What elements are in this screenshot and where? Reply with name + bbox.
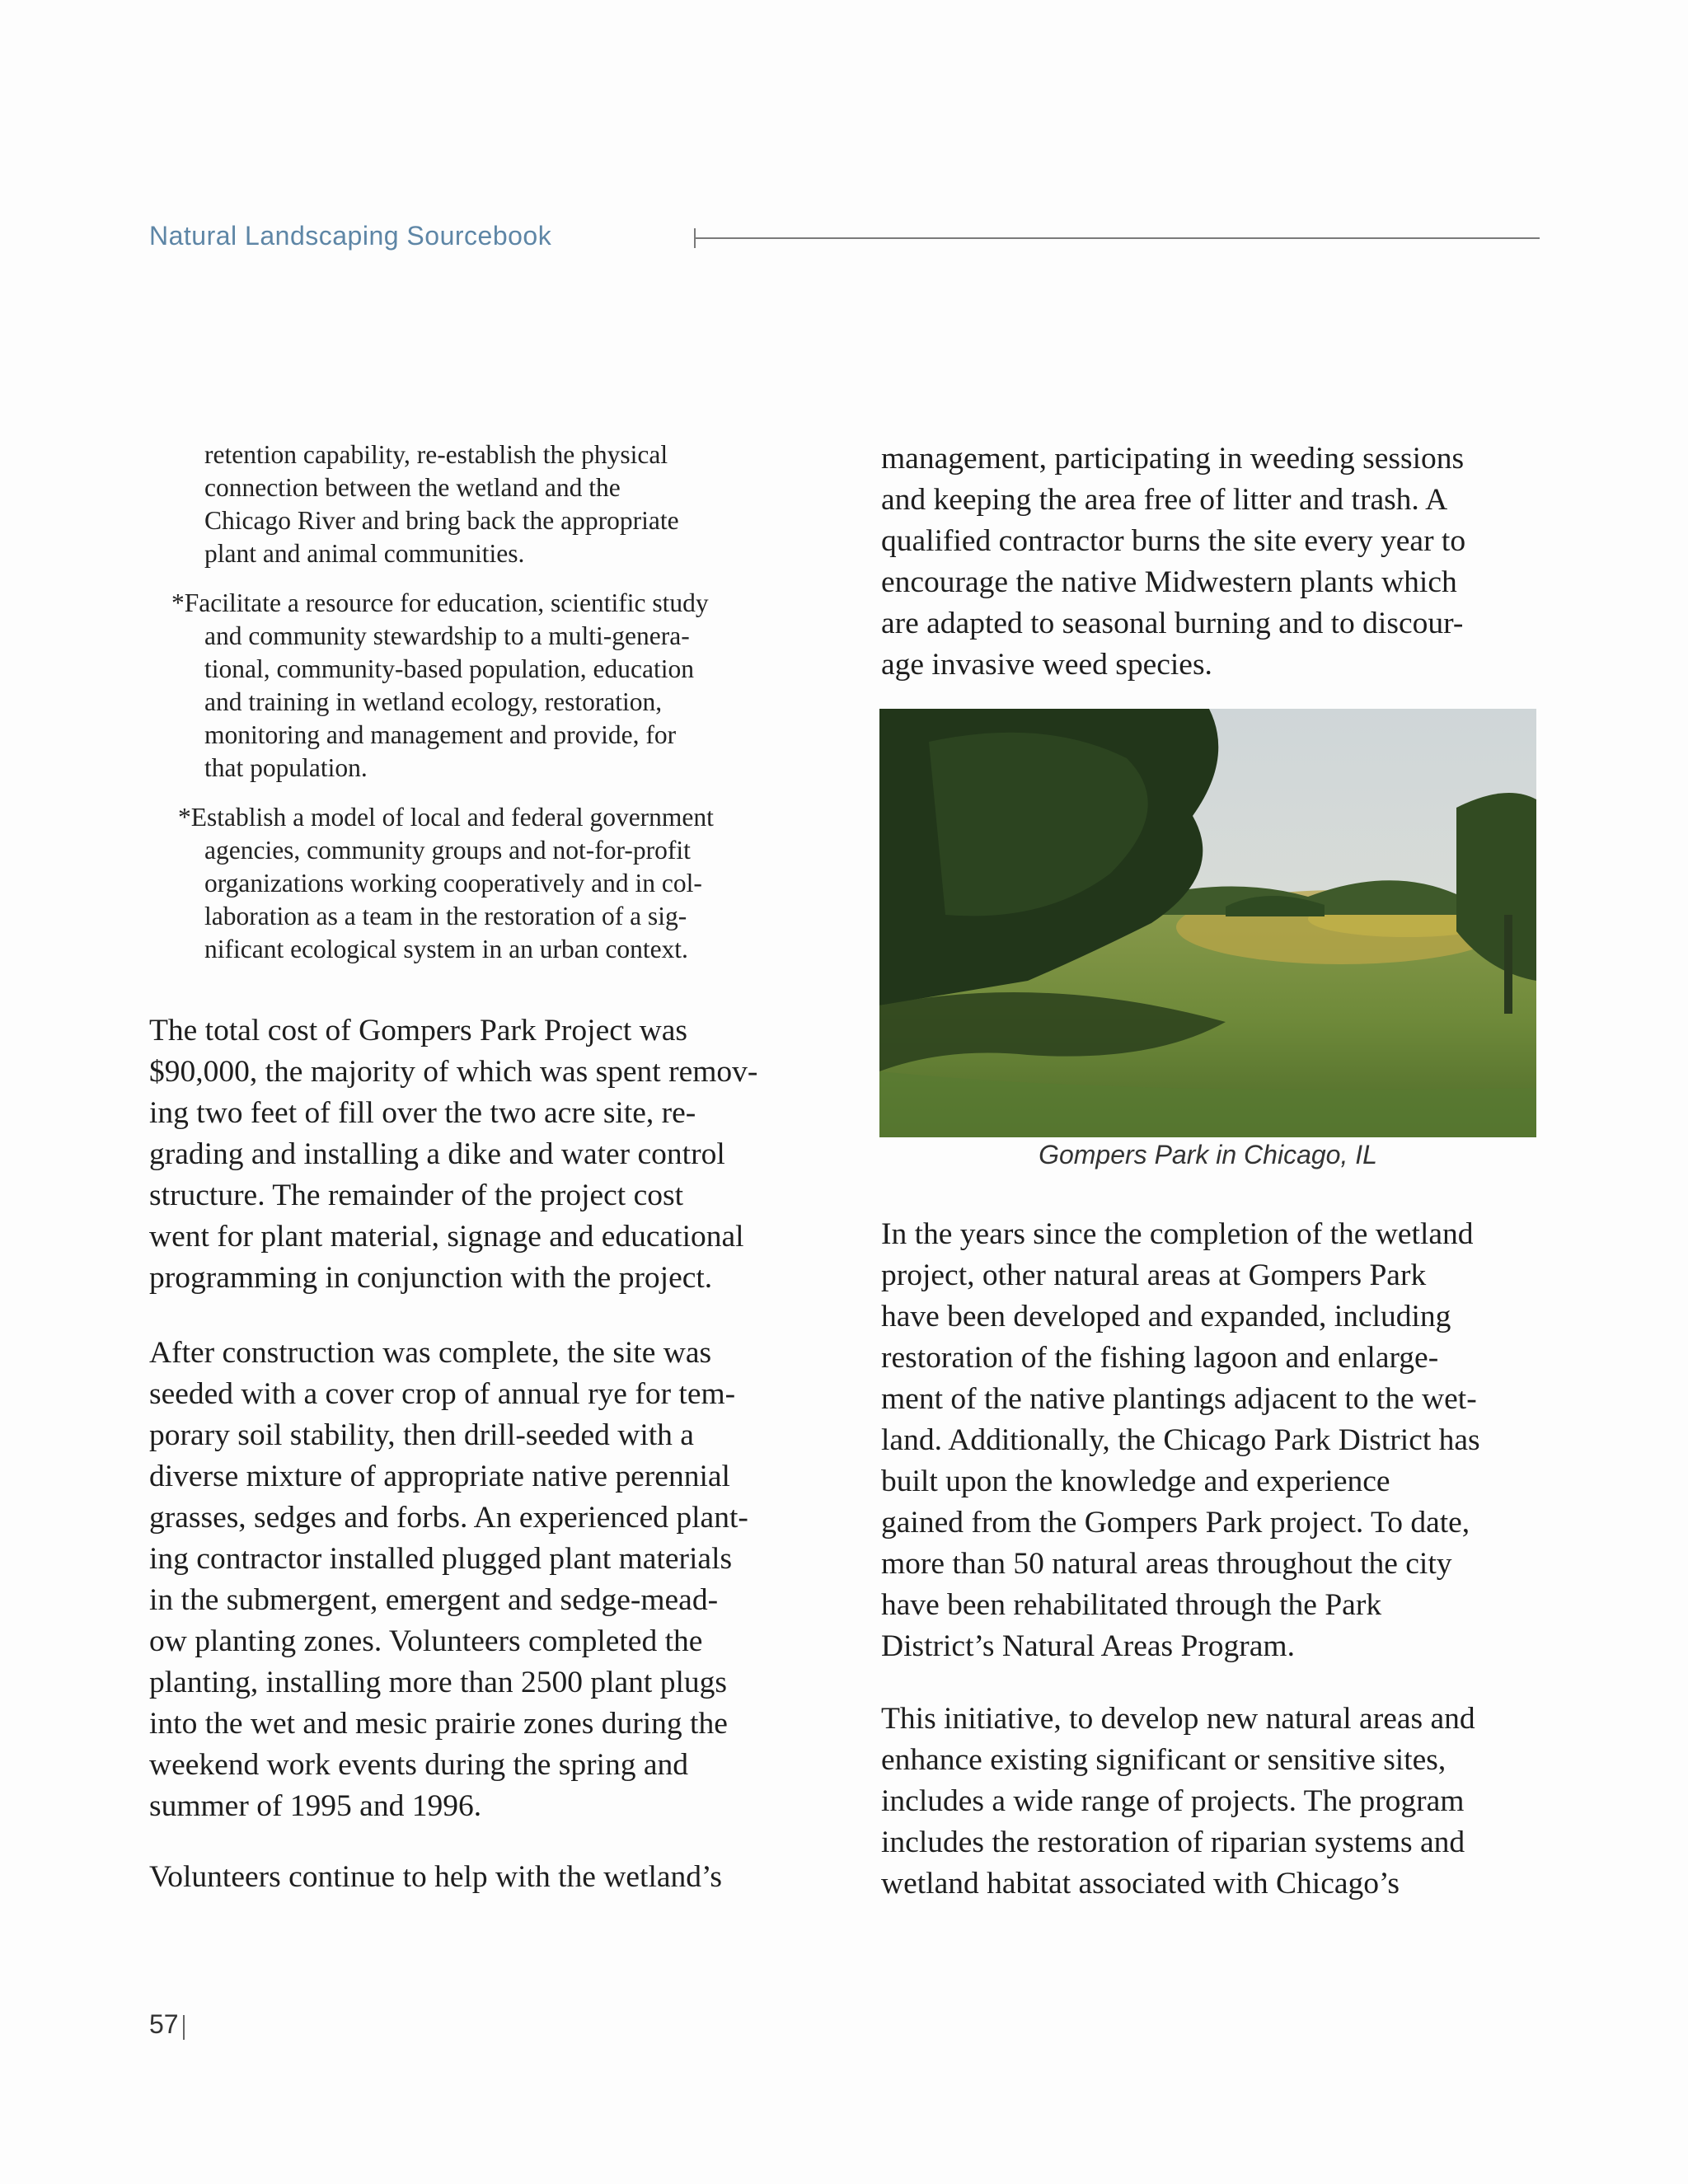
paragraph-years-since: In the years since the completion of the wetland project, other natural areas at Gompers Park have been developed and expanded, including restoration of the fishing lagoon and enlarge- ment of the native plantings adjacent to the wet- land. Additionally, the Chicago Park District has built upon the knowledge and experience gained from the Gompers Park project. To date, more than 50 natural areas throughout the city have been rehabilitated through the Park District’s Natural Areas Program. — [881, 1217, 1480, 1663]
goal-bullet-1: retention capability, re-establish the physical connection between the wetland and the Chicago River and bring back the appropriate plant and animal communities. — [204, 440, 679, 568]
paragraph-project-cost: The total cost of Gompers Park Project was $90,000, the majority of which was spent remov- ing two feet of fill over the two acre site, re- grading and installing a dike and water control structure. The remainder of the project cost went for plant material, signage and educational programming in conjunction with the project. — [149, 1014, 758, 1295]
park-landscape-image — [879, 709, 1536, 1137]
photo-caption: Gompers Park in Chicago, IL — [1039, 1140, 1377, 1169]
paragraph-volunteers: Volunteers continue to help with the wetland’s — [149, 1860, 723, 1894]
goal-bullet-3: *Establish a model of local and federal government agencies, community groups and not-for-profit organizations working cooperatively and in col- laboration as a team in the restoration of a sig- nificant ecological system in an urban context. — [178, 803, 714, 963]
paragraph-construction: After construction was complete, the site was seeded with a cover crop of annual rye for tem- porary soil stability, then drill-seeded with a diverse mixture of appropriate native perennial grasses, sedges and forbs. An experienced plant- ing contractor installed plugged plant materials in the submergent, emergent and sedge-mead- ow planting zones. Volunteers completed the planting, installing more than 2500 plant plugs into the wet and mesic prairie zones during the weekend work events during the spring and summer of 1995 and 1996. — [149, 1336, 748, 1823]
header-rule — [694, 237, 1540, 239]
goal-bullet-list — [149, 438, 809, 982]
goal-bullet-2: *Facilitate a resource for education, scientific study and community stewardship to a multi-genera- tional, community-based population, education and training in wetland ecology, restoration, monitoring and management and provide, for that population. — [171, 588, 709, 782]
page-number-bar — [183, 2015, 185, 2040]
paragraph-management: management, participating in weeding sessions and keeping the area free of litter and trash. A qualified contractor burns the site every year to encourage the native Midwestern plants which are adapted to seasonal burning and to discour- age invasive weed species. — [881, 442, 1466, 682]
page-number: 57 — [149, 2009, 179, 2039]
gompers-park-photo — [879, 709, 1536, 1137]
header-title: Natural Landscaping Sourcebook — [149, 221, 552, 251]
paragraph-initiative: This initiative, to develop new natural areas and enhance existing significant or sensitive sites, includes a wide range of projects. The program includes the restoration of riparian systems and wetland habitat associated with Chicago’s — [881, 1702, 1475, 1900]
